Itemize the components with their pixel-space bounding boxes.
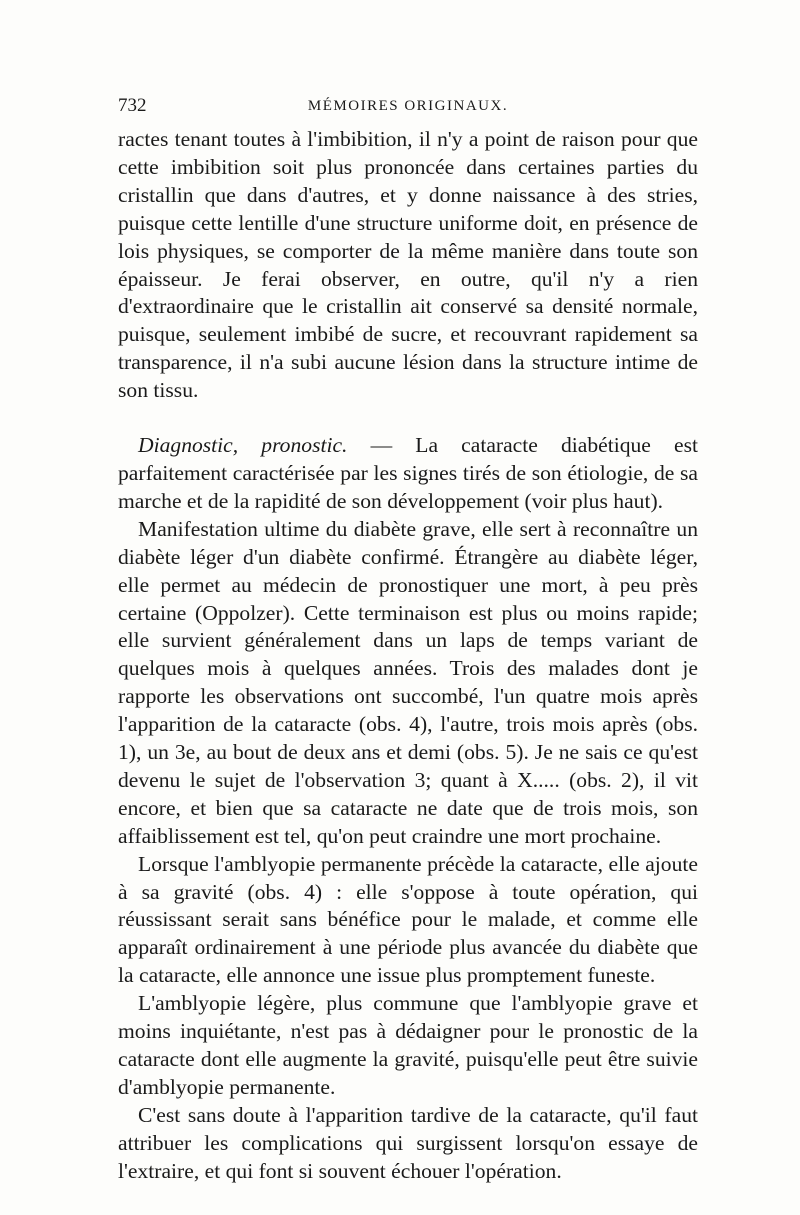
running-title: MÉMOIRES ORIGINAUX. bbox=[307, 98, 509, 114]
paragraph-text: C'est sans doute à l'apparition tardive de la cataracte, qu'il faut attribuer les complications qui surgissent lorsqu'on essaye de l'extraire, et qui font si souvent échouer l'opération. bbox=[118, 1102, 698, 1183]
running-head bbox=[118, 92, 698, 120]
paragraph-diagnostic bbox=[118, 432, 698, 516]
body-text bbox=[118, 126, 698, 1186]
paragraph-text: Manifestation ultime du diabète grave, elle sert à reconnaître un diabète léger d'un diabète confirmé. Étrangère au diabète léger, elle permet au médecin de pronostiquer une mort, à peu près certaine (Oppolzer). Cette terminaison est plus ou moins rapide; elle survient généralement dans un laps de temps variant de quelques mois à quelques années. Trois des malades dont je rapporte les observations ont succombé, l'un quatre mois après l'apparition de la cataracte (obs. 4), l'autre, trois mois après (obs. 1), un 3e, au bout de deux ans et demi (obs. 5). Je ne sais ce qu'est devenu le sujet de l'observation 3; quant à X..... (obs. 2), il vit encore, et bien que sa cataracte ne date que de trois mois, son affaiblissement est tel, qu'on peut craindre une mort prochaine. bbox=[118, 516, 698, 848]
paragraph-amblyopie-legere bbox=[118, 990, 698, 1102]
paragraph-manifestation bbox=[118, 516, 698, 851]
section-label: Diagnostic, pronostic. bbox=[138, 433, 348, 458]
paragraph-text: — La cataracte diabétique est parfaitement caractérisée par les signes tirés de son étiologie, de sa marche et de la rapidité de son développement (voir plus haut). bbox=[118, 433, 698, 513]
paragraph-amblyopie-permanente bbox=[118, 851, 698, 991]
paragraph-complications bbox=[118, 1102, 698, 1186]
paragraph-text: Lorsque l'amblyopie permanente précède la cataracte, elle ajoute à sa gravité (obs. 4) : elle s'oppose à toute opération, qui réussissant serait sans bénéfice pour le malade, et comme elle apparaît ordinairement à une période plus avancée du diabète que la cataracte, elle annonce une issue plus promptement funeste. bbox=[118, 851, 698, 988]
page-number: 732 bbox=[118, 95, 147, 116]
paragraph-imbibition bbox=[118, 126, 698, 405]
paragraph-text: L'amblyopie légère, plus commune que l'amblyopie grave et moins inquiétante, n'est pas à dédaigner pour le pronostic de la cataracte dont elle augmente la gravité, puisqu'elle peut être suivie d'amblyopie permanente. bbox=[118, 991, 698, 1099]
paragraph-text: ractes tenant toutes à l'imbibition, il n'y a point de raison pour que cette imbibition soit plus prononcée dans certaines parties du cristallin que dans d'autres, et y donne naissance à des stries, puisque cette lentille d'une structure uniforme doit, en présence de lois physiques, se comporter de la même manière dans toute son épaisseur. Je ferai observer, en outre, qu'il n'y a rien d'extraordinaire que le cristallin ait conservé sa densité normale, puisque, seulement imbibé de sucre, et recouvrant rapidement sa transparence, il n'a subi aucune lésion dans la structure intime de son tissu. bbox=[118, 127, 698, 403]
